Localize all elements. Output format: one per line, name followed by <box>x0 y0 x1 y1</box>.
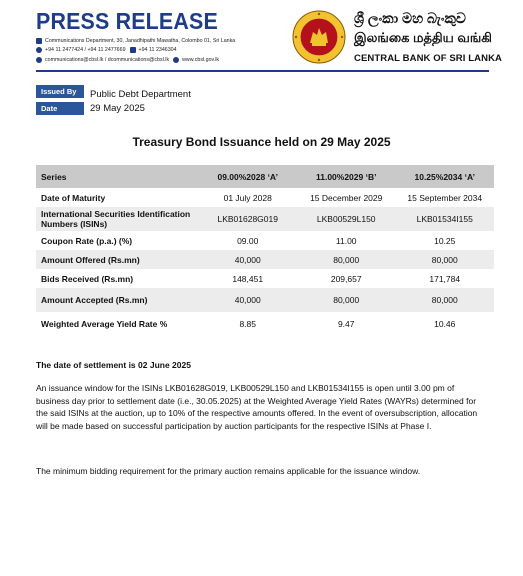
row-label: International Securities Identification Numbers (ISINs) <box>41 209 191 229</box>
issuance-window-paragraph: An issuance window for the ISINs LKB01628G019, LKB00529L150 and LKB01534I155 is open until 3.00 pm of business day prior to settlement date (i.e., 30.05.2025) at the Weighted Average Yield Rates (WAYRs) determined for the said ISINs at the auction, up to 10% of the respective amounts offered. In the event of oversubscription, allocation will be made based on successful participation by auction participants for the respective ISINs at Phase I. <box>36 383 478 431</box>
table-cell: 10.46 <box>434 319 456 329</box>
email-text[interactable]: communications@cbsl.lk / dcommunications@cbsl.lk <box>45 57 170 63</box>
fax-icon <box>130 47 136 53</box>
header-bond-1: 09.00%2028 ‘A’ <box>198 165 297 188</box>
table-cell: 80,000 <box>333 295 360 305</box>
date-value: 29 May 2025 <box>90 103 145 114</box>
table-cell: 40,000 <box>234 295 261 305</box>
header-bond-3: 10.25%2034 ‘A’ <box>395 165 494 188</box>
table-cell: 171,784 <box>429 273 461 284</box>
table-cell: 8.85 <box>239 319 256 329</box>
phone-text: +94 11 2477424 / +94 11 2477669 <box>45 47 126 53</box>
email-line <box>36 57 219 63</box>
minimum-bidding-paragraph: The minimum bidding requirement for the primary auction remains applicable for the issuance window. <box>36 466 421 476</box>
table-row <box>36 231 494 250</box>
issued-by-value: Public Debt Department <box>90 89 191 100</box>
date-label: Date <box>36 102 84 115</box>
table-cell: LKB01534I155 <box>416 214 473 224</box>
bond-issuance-table <box>36 165 494 336</box>
table-header-row <box>36 165 494 188</box>
table-cell: 80,000 <box>333 254 360 265</box>
phone-icon <box>36 47 42 53</box>
letterhead <box>0 0 523 80</box>
document-title: Treasury Bond Issuance held on 29 May 2025 <box>132 135 391 149</box>
table-cell: 10.25 <box>434 235 456 246</box>
table-cell: 09.00 <box>237 235 259 246</box>
address-line <box>36 38 235 44</box>
table-row <box>36 207 494 231</box>
header-divider <box>36 70 489 72</box>
table-cell: LKB01628G019 <box>217 214 278 224</box>
email-icon <box>36 57 42 63</box>
cbsl-seal-icon <box>292 10 346 64</box>
web-text[interactable]: www.cbsl.gov.lk <box>182 57 220 63</box>
table-cell: 209,657 <box>330 273 362 284</box>
table-row <box>36 269 494 288</box>
bank-name-sinhala: ශ්‍රී ලංකා මහ බැංකුව <box>354 10 466 26</box>
header-bond-2: 11.00%2029 ‘B’ <box>297 165 396 188</box>
row-label: Weighted Average Yield Rate % <box>41 319 168 329</box>
table-cell: 15 September 2034 <box>407 192 483 203</box>
table-cell: 9.47 <box>337 319 355 329</box>
phone-line <box>36 47 177 53</box>
settlement-date: The date of settlement is 02 June 2025 <box>36 360 191 370</box>
table-row <box>36 288 494 312</box>
table-cell: 148,451 <box>232 273 264 284</box>
table-cell: 15 December 2029 <box>310 192 383 203</box>
table-row <box>36 250 494 269</box>
table-cell: 80,000 <box>431 295 458 305</box>
table-cell: LKB00529L150 <box>316 214 376 224</box>
row-label: Date of Maturity <box>41 192 106 203</box>
bank-name-tamil: இலங்கை மத்திய வங்கி <box>354 30 492 45</box>
table-cell: 01 July 2028 <box>223 192 272 203</box>
header-series: Series <box>36 165 198 188</box>
issued-by-label: Issued By <box>36 85 84 98</box>
fax-text: +94 11 2346304 <box>138 47 177 53</box>
table-row <box>36 188 494 207</box>
table-cell: 11.00 <box>335 235 357 246</box>
table-cell: 40,000 <box>234 254 261 265</box>
row-label: Bids Received (Rs.mn) <box>41 273 134 284</box>
table-cell: 80,000 <box>431 254 458 265</box>
row-label: Coupon Rate (p.a.) (%) <box>41 235 133 246</box>
press-release-title: PRESS RELEASE <box>36 8 218 34</box>
address-text: Communications Department, 30, Janadhipathi Mawatha, Colombo 01, Sri Lanka <box>45 38 236 44</box>
row-label: Amount Offered (Rs.mn) <box>41 254 140 265</box>
row-label: Amount Accepted (Rs.mn) <box>41 295 148 305</box>
bank-name-english: CENTRAL BANK OF SRI LANKA <box>354 53 502 64</box>
building-icon <box>36 38 42 44</box>
globe-icon <box>173 57 179 63</box>
table-row <box>36 312 494 336</box>
